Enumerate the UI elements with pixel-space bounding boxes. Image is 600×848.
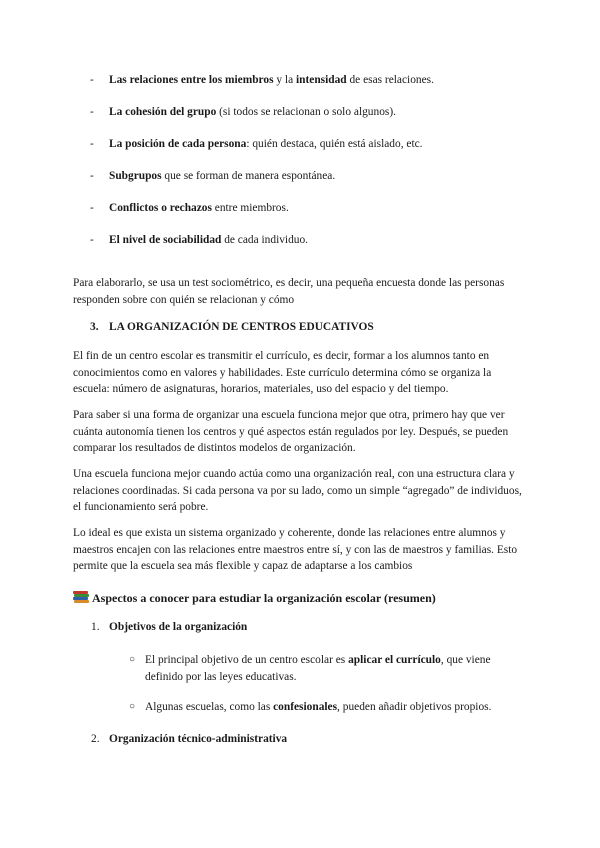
item-title: Objetivos de la organización [109,621,248,633]
list-item-text: : quién destaca, quién está aislado, etc. [246,138,423,150]
dash-marker: - [90,106,94,118]
bullet-item [129,652,524,685]
list-item-bold: intensidad [295,74,347,86]
list-item-text: de esas relaciones. [346,74,434,86]
list-item [90,73,434,88]
list-item-bold: La posición de cada persona [109,138,247,150]
aspects-heading-text: Aspectos a conocer para estudiar la organización escolar (resumen) [92,591,436,605]
list-item-bold: La cohesión del grupo [109,106,217,118]
list-item [90,137,423,152]
list-item-text: de cada individuo. [221,234,309,246]
list-item-text: entre miembros. [211,202,289,214]
paragraph [73,466,523,516]
circle-bullet-icon: ○ [129,654,136,665]
paragraph-text: Para saber si una forma de organizar una escuela funciona mejor que otra, primero hay que ver cuánta autonomía tienen los centros y qué aspectos están regulados por ley. Después, se pueden comparar los resultados de distintos modelos de organización. [73,409,509,455]
list-item [90,233,308,248]
bullet-text: , pueden añadir objetivos propios. [337,701,492,713]
bullet-item [129,699,524,716]
circle-bullet-icon: ○ [129,701,136,712]
aspects-heading [73,591,436,606]
paragraph [73,348,523,398]
list-item-bold: Subgrupos [109,170,162,182]
list-item-bold: Las relaciones entre los miembros [109,74,274,86]
bullet-bold: confesionales [273,701,338,713]
section-title: LA ORGANIZACIÓN DE CENTROS EDUCATIVOS [109,321,374,333]
item-title: Organización técnico-administrativa [109,733,288,745]
books-icon [73,591,89,603]
bullet-text: , que viene definido por las leyes educativas. [145,654,491,683]
list-item-text: (si todos se relacionan o solo algunos). [216,106,396,118]
numbered-item [91,621,247,633]
list-item-bold: Conflictos o rechazos [109,202,212,214]
item-number: 2. [91,733,100,745]
dash-marker: - [90,234,94,246]
list-item-bold: El nivel de sociabilidad [109,234,222,246]
bullet-text: Algunas escuelas, como las [145,701,274,713]
paragraph-text: Para elaborarlo, se usa un test sociométrico, es decir, una pequeña encuesta donde las personas responden sobre con quién se relacionan y cómo [73,277,505,306]
bullet-bold: aplicar el currículo [348,654,441,666]
paragraph [73,407,523,457]
bullet-text: El principal objetivo de un centro escolar es [145,654,349,666]
dash-marker: - [90,74,94,86]
section-number: 3. [90,321,99,333]
paragraph [73,525,523,575]
list-item [90,201,289,216]
numbered-item [91,733,287,745]
dash-marker: - [90,202,94,214]
list-item [90,169,335,184]
paragraph-text: Lo ideal es que exista un sistema organizado y coherente, donde las relaciones entre alumnos y maestros encajen con las relaciones entre maestros entre sí, y con las de maestros y familias. Esto permite que la escuela sea más flexible y capaz de adaptarse a los cambios [73,527,518,573]
intro-paragraph [73,275,523,308]
list-item-text: y la [273,74,296,86]
list-item [90,105,396,120]
item-number: 1. [91,621,100,633]
dash-marker: - [90,170,94,182]
section-heading [90,321,374,333]
paragraph-text: Una escuela funciona mejor cuando actúa como una organización real, con una estructura clara y relaciones coordinadas. Si cada persona va por su lado, como un simple “agregado” de individuos, el funcionamiento será pobre. [73,468,522,514]
dash-marker: - [90,138,94,150]
list-item-text: que se forman de manera espontánea. [161,170,336,182]
paragraph-text: El fin de un centro escolar es transmitir el currículo, es decir, formar a los alumnos tanto en conocimientos como en valores y habilidades. Este currículo determina cómo se organiza la escuela: número de asignaturas, horarios, materiales, uso del espacio y del tiempo. [73,350,492,396]
